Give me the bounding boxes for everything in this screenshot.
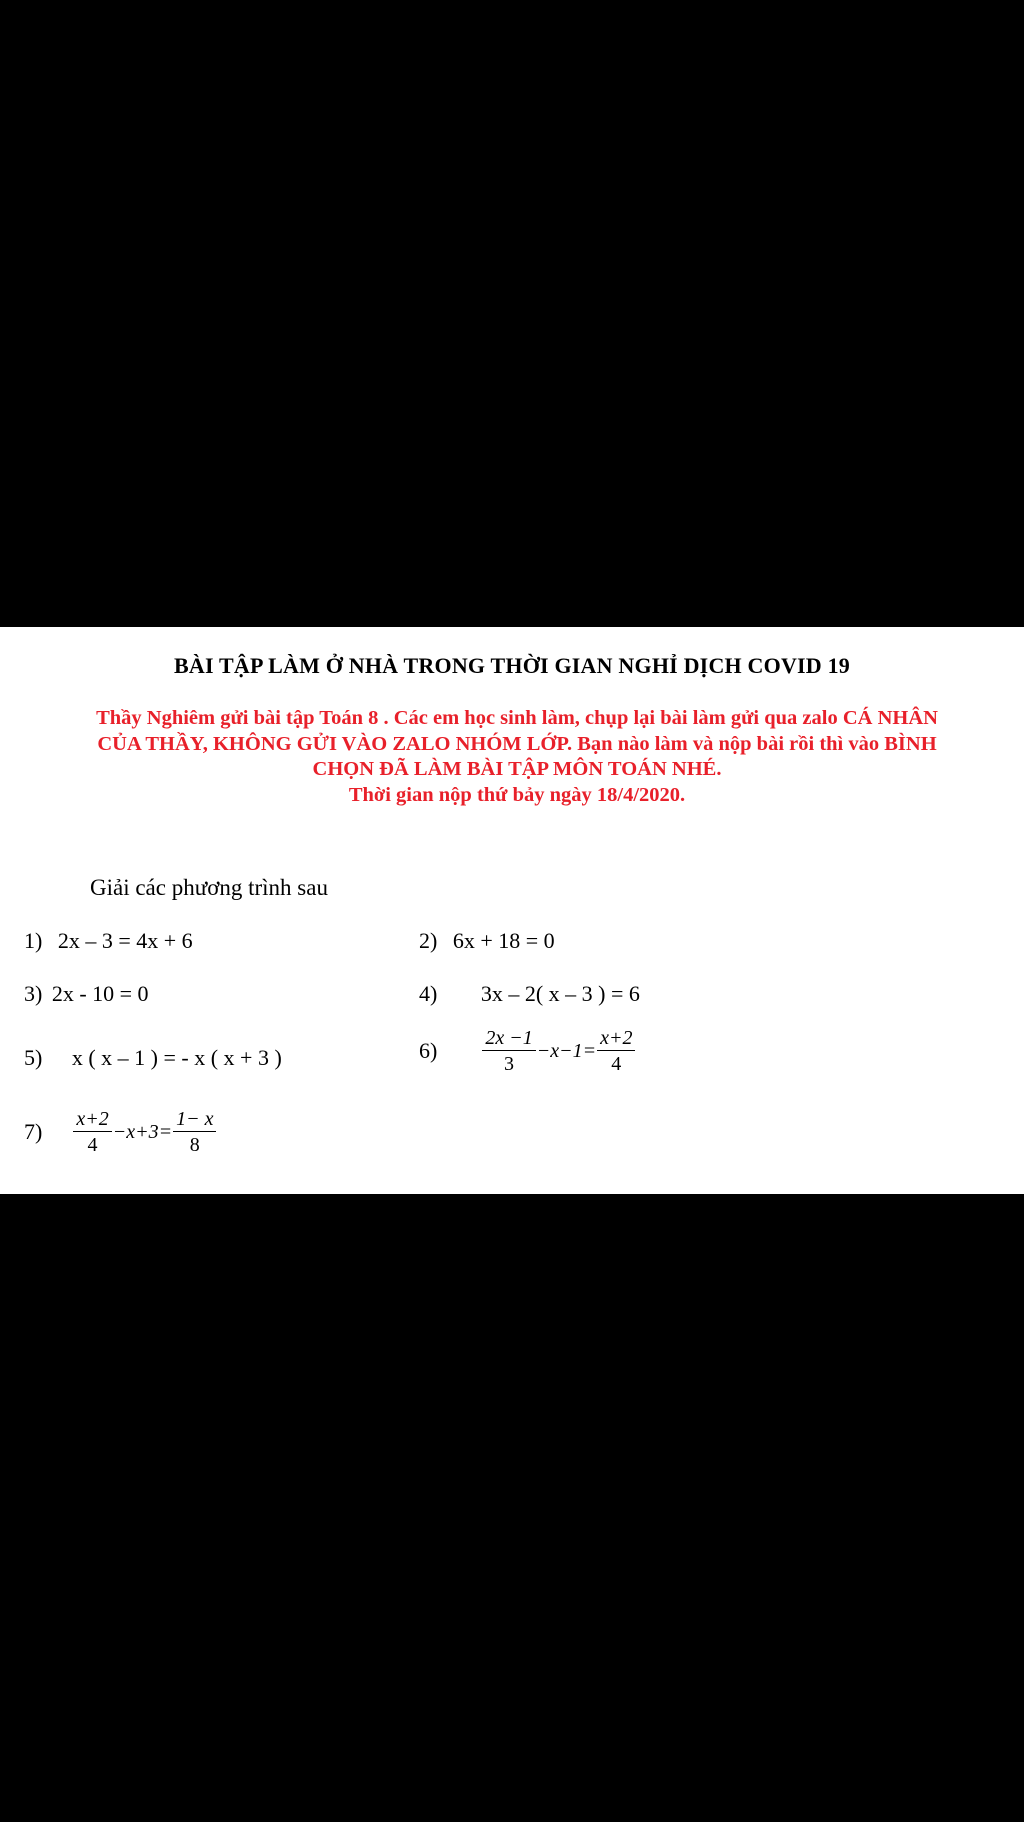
equation-number: 5): [24, 1045, 43, 1070]
fraction: [73, 1108, 111, 1156]
fraction-numerator: x+2: [597, 1027, 635, 1051]
equation-middle: −x−1=: [536, 1040, 597, 1062]
equation-text: 2x - 10 = 0: [51, 981, 149, 1006]
equation-number: 1): [24, 928, 43, 953]
equation-1: [24, 927, 193, 955]
fraction-numerator: 1− x: [173, 1108, 216, 1132]
notice-line: CỦA THẦY, KHÔNG GỬI VÀO ZALO NHÓM LỚP. Bạn nào làm và nộp bài rồi thì vào BÌNH: [97, 732, 937, 755]
equation-text: 3x – 2( x – 3 ) = 6: [480, 981, 640, 1006]
equation-text: 6x + 18 = 0: [452, 928, 555, 953]
equation-number: 3): [24, 981, 43, 1006]
equation-number: 7): [24, 1119, 43, 1144]
equation-middle: −x+3=: [112, 1121, 173, 1143]
fraction: [173, 1108, 216, 1156]
equation-5: [24, 1044, 282, 1072]
fraction-numerator: 2x −1: [482, 1027, 535, 1051]
fraction-denominator: 8: [189, 1134, 200, 1156]
fraction-numerator: x+2: [73, 1108, 111, 1132]
equation-number: 4): [419, 981, 438, 1006]
equation-2: [419, 927, 555, 955]
equation-4: [419, 980, 640, 1008]
fraction-denominator: 4: [611, 1053, 622, 1075]
notice-line: CHỌN ĐÃ LÀM BÀI TẬP MÔN TOÁN NHÉ.: [312, 758, 722, 780]
teacher-notice: [22, 706, 1012, 808]
exercise-instruction: Giải các phương trình sau: [90, 875, 328, 900]
notice-line: Thầy Nghiêm gửi bài tập Toán 8 . Các em học sinh làm, chụp lại bài làm gửi qua zalo CÁ NHÂN: [96, 707, 938, 729]
equation-6: [419, 1027, 635, 1075]
equation-number: 2): [419, 928, 438, 953]
document-page: [0, 627, 1024, 1194]
fraction-denominator: 3: [504, 1053, 515, 1075]
equation-text: 2x – 3 = 4x + 6: [57, 928, 193, 953]
fraction: [482, 1027, 535, 1075]
fraction-denominator: 4: [87, 1134, 98, 1156]
equation-text: x ( x – 1 ) = - x ( x + 3 ): [71, 1045, 282, 1070]
equation-7: [24, 1108, 216, 1156]
equation-number: 6): [419, 1038, 438, 1063]
fraction: [597, 1027, 635, 1075]
submission-deadline: Thời gian nộp thứ bảy ngày 18/4/2020.: [348, 783, 686, 806]
equation-3: [24, 980, 149, 1008]
document-title: BÀI TẬP LÀM Ở NHÀ TRONG THỜI GIAN NGHỈ DỊCH COVID 19: [174, 653, 850, 678]
